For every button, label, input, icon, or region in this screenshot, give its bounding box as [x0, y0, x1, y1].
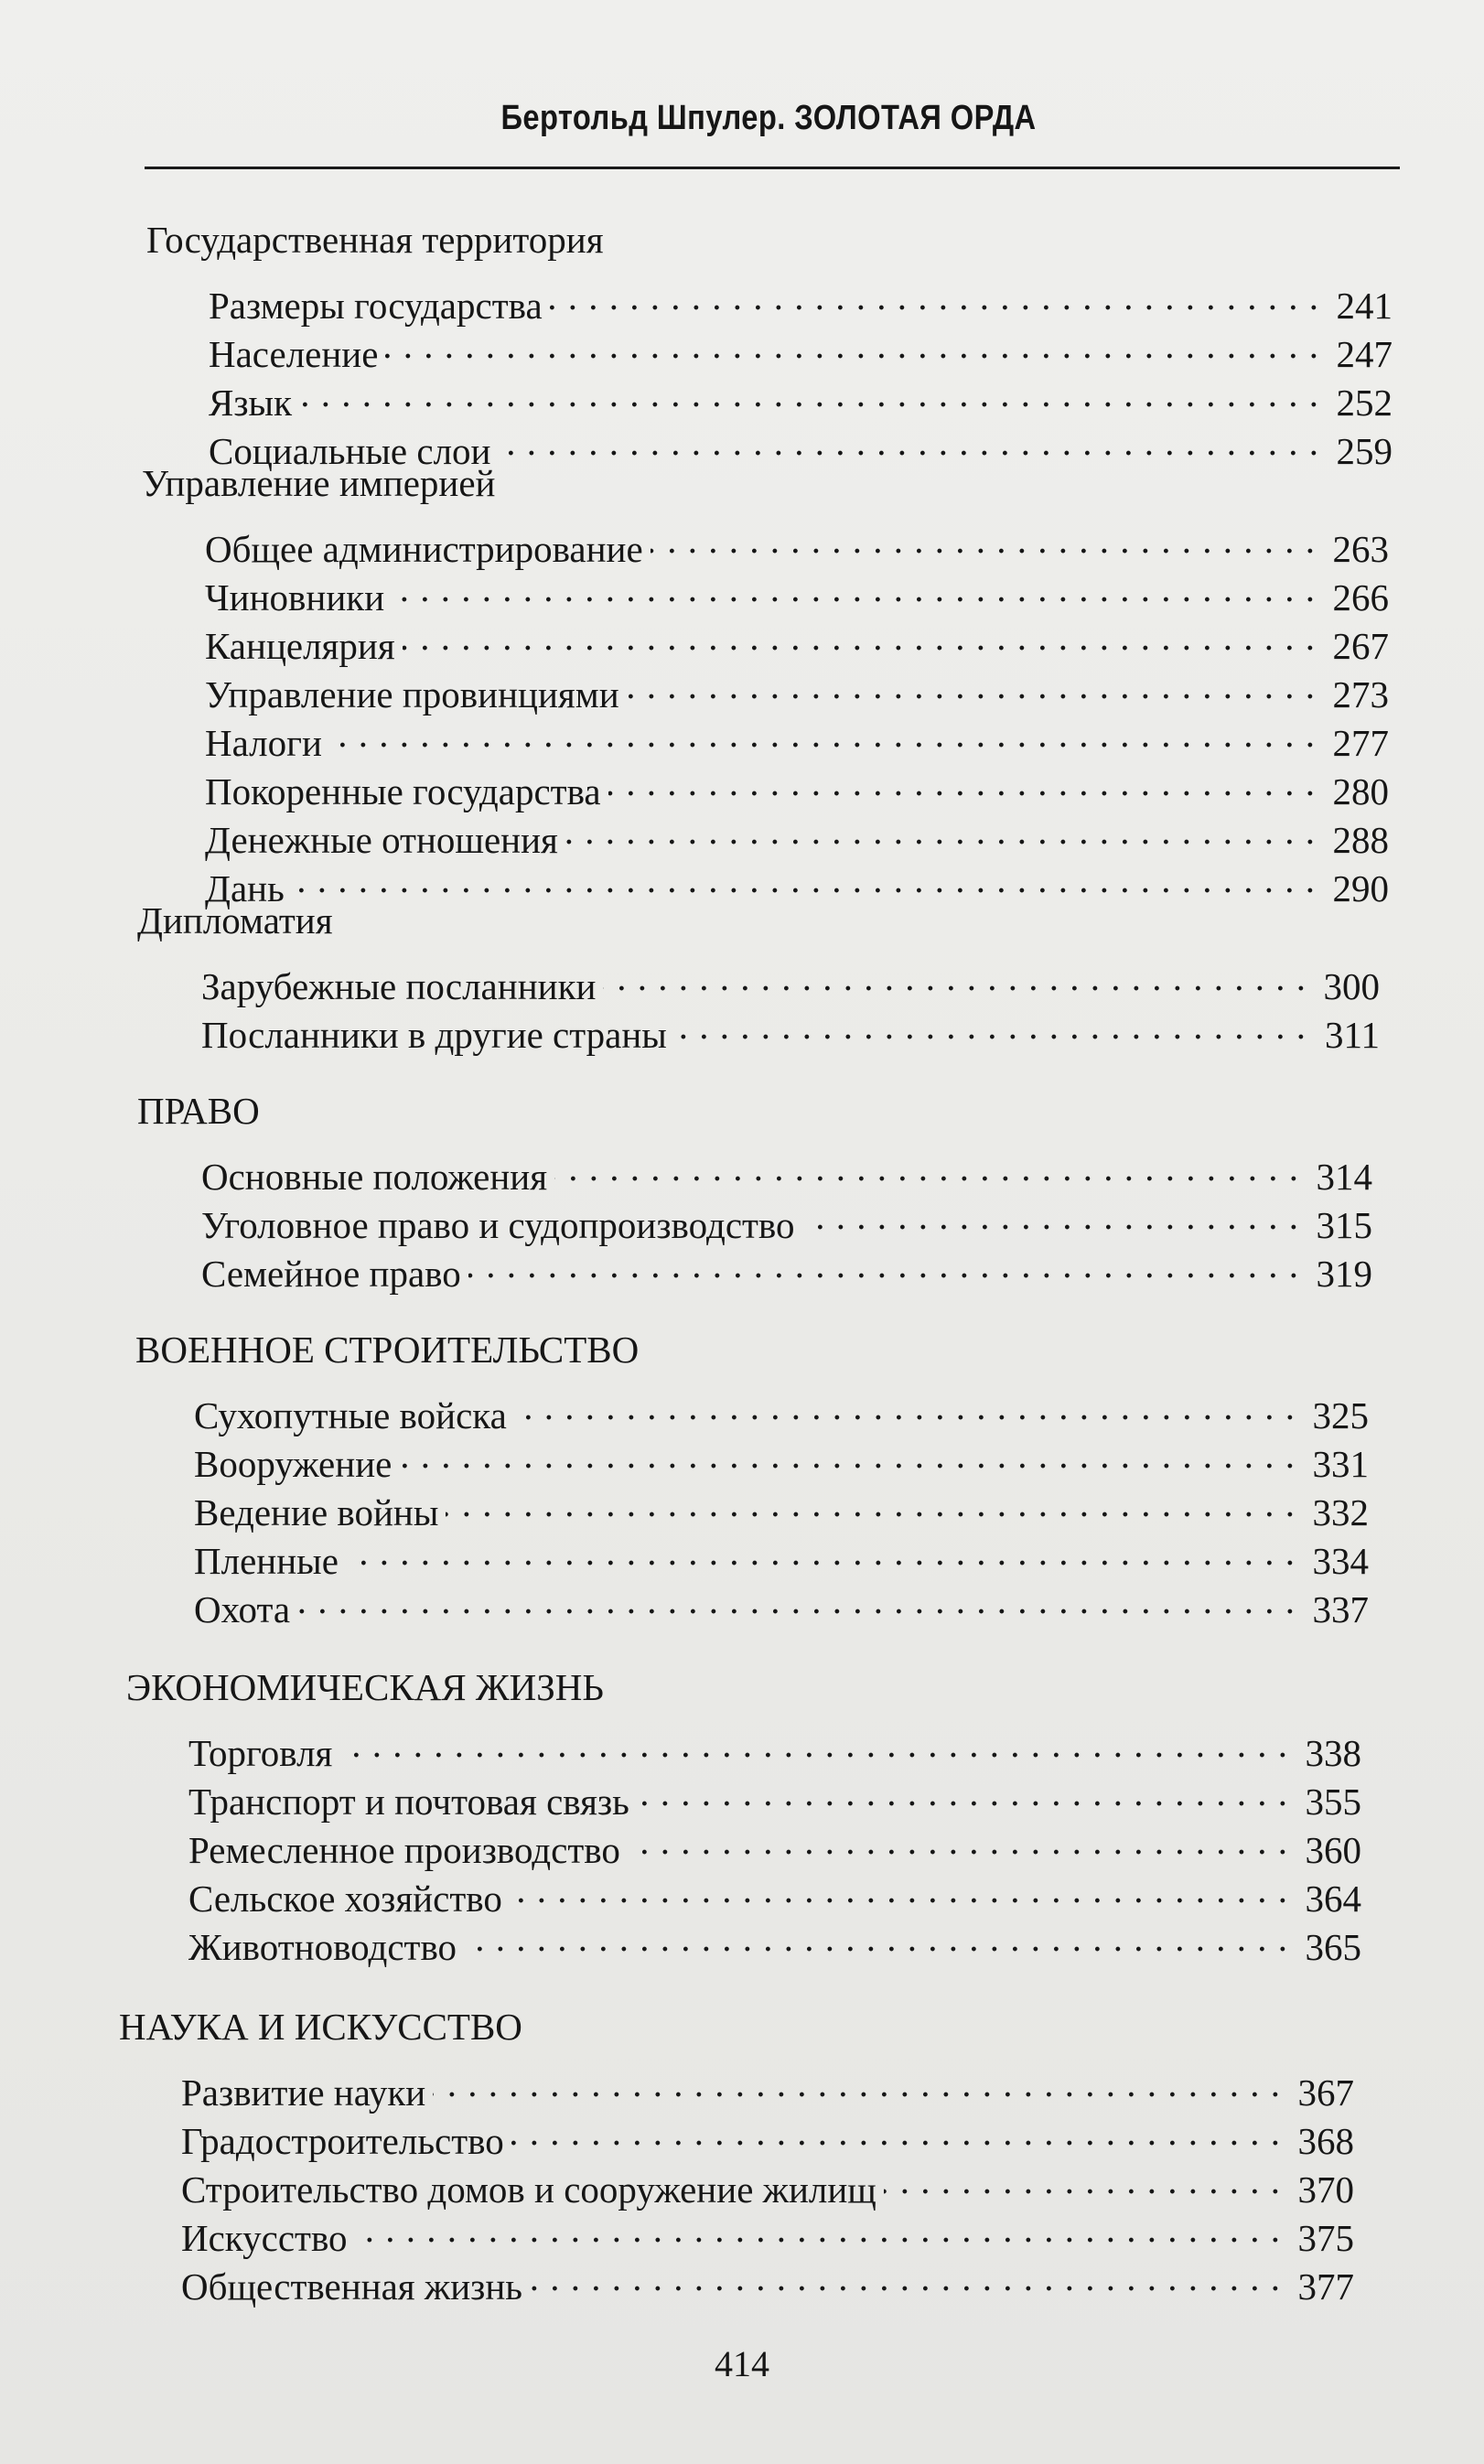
toc-entry-label: Развитие науки: [181, 2071, 426, 2114]
dot-leader: [530, 2255, 1281, 2299]
toc-entry-label: Основные положения: [201, 1156, 548, 1198]
toc-entry: [209, 323, 1393, 375]
toc-entry-label: Налоги: [205, 722, 322, 764]
toc-section-title: Государственная территория: [146, 219, 604, 261]
dot-leader: [399, 1433, 1296, 1477]
toc-entry: [209, 274, 1393, 327]
toc-entry: [205, 518, 1389, 570]
toc-entry-page: 263: [1332, 528, 1389, 570]
toc-entry: [188, 1819, 1361, 1871]
dot-leader: [355, 2207, 1281, 2251]
toc-entry: [194, 1578, 1369, 1630]
toc-entry: [201, 1243, 1372, 1295]
toc-entry: [201, 955, 1380, 1007]
toc-entry-page: 334: [1312, 1540, 1369, 1582]
toc-entry: [205, 857, 1389, 909]
toc-entry-label: Социальные слои: [209, 430, 491, 472]
toc-entry: [194, 1433, 1369, 1485]
toc-entry-page: 266: [1332, 576, 1389, 619]
dot-leader: [385, 323, 1319, 367]
toc-entry-page: 377: [1297, 2265, 1354, 2308]
toc-entry-page: 315: [1316, 1204, 1372, 1246]
toc-entry: [181, 2207, 1354, 2259]
dot-leader: [510, 1867, 1288, 1911]
toc-entry-page: 364: [1305, 1878, 1361, 1920]
toc-entry-page: 277: [1332, 722, 1389, 764]
running-head: Бертольд Шпулер. ЗОЛОТАЯ ОРДА: [500, 99, 1037, 137]
dot-leader: [628, 1819, 1288, 1863]
toc-entry: [194, 1384, 1369, 1436]
toc-entry-label: Уголовное право и судопроизводство: [201, 1204, 795, 1246]
toc-entry: [209, 420, 1393, 472]
toc-entry-label: Население: [209, 333, 379, 375]
toc-entry-label: Вооружение: [194, 1443, 393, 1485]
toc-entry: [205, 663, 1389, 716]
dot-leader: [554, 1146, 1299, 1189]
toc-entry: [205, 760, 1389, 812]
toc-entry-page: 332: [1312, 1491, 1369, 1533]
toc-entry-label: Денежные отношения: [205, 819, 558, 861]
toc-entry: [201, 1194, 1372, 1246]
toc-entry-label: Искусство: [181, 2217, 348, 2259]
toc-entry: [181, 2061, 1354, 2114]
toc-section-title: ВОЕННОЕ СТРОИТЕЛЬСТВО: [135, 1329, 640, 1371]
toc-entry-label: Размеры государства: [209, 285, 543, 327]
toc-entry-page: 375: [1297, 2217, 1354, 2259]
dot-leader: [603, 955, 1307, 999]
dot-leader: [329, 712, 1316, 756]
toc-entry-page: 367: [1297, 2071, 1354, 2114]
dot-leader: [346, 1530, 1296, 1574]
toc-entry-label: Градостроительство: [181, 2120, 504, 2162]
toc-entry-page: 311: [1325, 1014, 1380, 1056]
toc-entry-page: 259: [1336, 430, 1393, 472]
toc-entry-label: Семейное право: [201, 1253, 461, 1295]
dot-leader: [514, 1384, 1296, 1428]
dot-leader: [403, 615, 1316, 659]
toc-entry: [201, 1146, 1372, 1198]
toc-entry-page: 338: [1305, 1732, 1361, 1774]
toc-entry: [205, 566, 1389, 619]
toc-entry-page: 355: [1305, 1781, 1361, 1823]
toc-entry-page: 267: [1332, 625, 1389, 667]
toc-entry: [181, 2110, 1354, 2162]
toc-entry-label: Управление провинциями: [205, 673, 619, 716]
toc-entry-label: Чиновники: [205, 576, 385, 619]
toc-entry-page: 290: [1332, 867, 1389, 909]
toc-entry-label: Строительство домов и сооружение жилищ: [181, 2168, 876, 2211]
dot-leader: [446, 1481, 1296, 1525]
toc-entry-page: 252: [1336, 382, 1393, 424]
toc-entry-label: Ремесленное производство: [188, 1829, 620, 1871]
toc-entry: [188, 1867, 1361, 1920]
toc-entry-label: Транспорт и почтовая связь: [188, 1781, 629, 1823]
toc-section-title: Дипломатия: [137, 899, 333, 941]
toc-entry: [201, 1004, 1380, 1056]
toc-entry-label: Посланники в другие страны: [201, 1014, 667, 1056]
dot-leader: [464, 1916, 1288, 1960]
toc-entry-page: 337: [1312, 1588, 1369, 1630]
toc-entry: [188, 1770, 1361, 1823]
toc-section-title: НАУКА И ИСКУССТВО: [119, 2006, 522, 2048]
dot-leader: [392, 566, 1316, 610]
toc-entry-page: 241: [1336, 285, 1393, 327]
toc-entry-label: Сухопутные войска: [194, 1394, 507, 1436]
toc-entry-label: Сельское хозяйство: [188, 1878, 502, 1920]
toc-entry-label: Канцелярия: [205, 625, 395, 667]
dot-leader: [627, 663, 1316, 707]
toc-entry-label: Зарубежные посланники: [201, 965, 597, 1007]
dot-leader: [511, 2110, 1281, 2154]
toc-entry-label: Общее администрирование: [205, 528, 643, 570]
toc-entry-label: Ведение войны: [194, 1491, 439, 1533]
toc-entry: [194, 1481, 1369, 1533]
dot-leader: [339, 1722, 1288, 1766]
toc-entry: [209, 371, 1393, 424]
dot-leader: [651, 518, 1316, 562]
toc-entry-label: Общественная жизнь: [181, 2265, 522, 2308]
toc-entry-label: Покоренные государства: [205, 770, 601, 812]
dot-leader: [292, 857, 1316, 901]
toc-entry-label: Торговля: [188, 1732, 333, 1774]
dot-leader: [802, 1194, 1299, 1238]
toc-entry-page: 319: [1316, 1253, 1372, 1295]
toc-entry-page: 280: [1332, 770, 1389, 812]
toc-section-title: ПРАВО: [137, 1090, 260, 1132]
toc-entry: [188, 1722, 1361, 1774]
toc-entry-page: 370: [1297, 2168, 1354, 2211]
toc-entry: [205, 809, 1389, 861]
dot-leader: [565, 809, 1316, 853]
toc-entry-label: Язык: [209, 382, 293, 424]
dot-leader: [433, 2061, 1281, 2105]
toc-entry-page: 325: [1312, 1394, 1369, 1436]
toc-entry-label: Охота: [194, 1588, 291, 1630]
toc-entry-label: Пленные: [194, 1540, 339, 1582]
toc-entry: [188, 1916, 1361, 1968]
dot-leader: [550, 274, 1319, 318]
toc-entry: [181, 2158, 1354, 2211]
dot-leader: [297, 1578, 1296, 1622]
toc-entry-page: 365: [1305, 1926, 1361, 1968]
toc-entry-page: 273: [1332, 673, 1389, 716]
dot-leader: [498, 420, 1319, 464]
dot-leader: [608, 760, 1316, 804]
dot-leader: [468, 1243, 1299, 1286]
dot-leader: [674, 1004, 1307, 1048]
dot-leader: [884, 2158, 1281, 2202]
toc-entry-label: Дань: [205, 867, 285, 909]
toc-entry: [194, 1530, 1369, 1582]
dot-leader: [299, 371, 1319, 415]
toc-entry-page: 247: [1336, 333, 1393, 375]
toc-entry-page: 331: [1312, 1443, 1369, 1485]
toc-section-title: Управление империей: [142, 462, 496, 504]
dot-leader: [637, 1770, 1288, 1814]
toc-entry-page: 314: [1316, 1156, 1372, 1198]
toc-entry-page: 300: [1323, 965, 1380, 1007]
toc-entry: [205, 712, 1389, 764]
page-number: 414: [715, 2343, 769, 2384]
toc-entry-label: Животноводство: [188, 1926, 457, 1968]
toc-entry-page: 368: [1297, 2120, 1354, 2162]
toc-section-title: ЭКОНОМИЧЕСКАЯ ЖИЗНЬ: [126, 1666, 604, 1708]
toc-entry: [181, 2255, 1354, 2308]
toc-entry-page: 288: [1332, 819, 1389, 861]
toc-entry: [205, 615, 1389, 667]
toc-entry-page: 360: [1305, 1829, 1361, 1871]
